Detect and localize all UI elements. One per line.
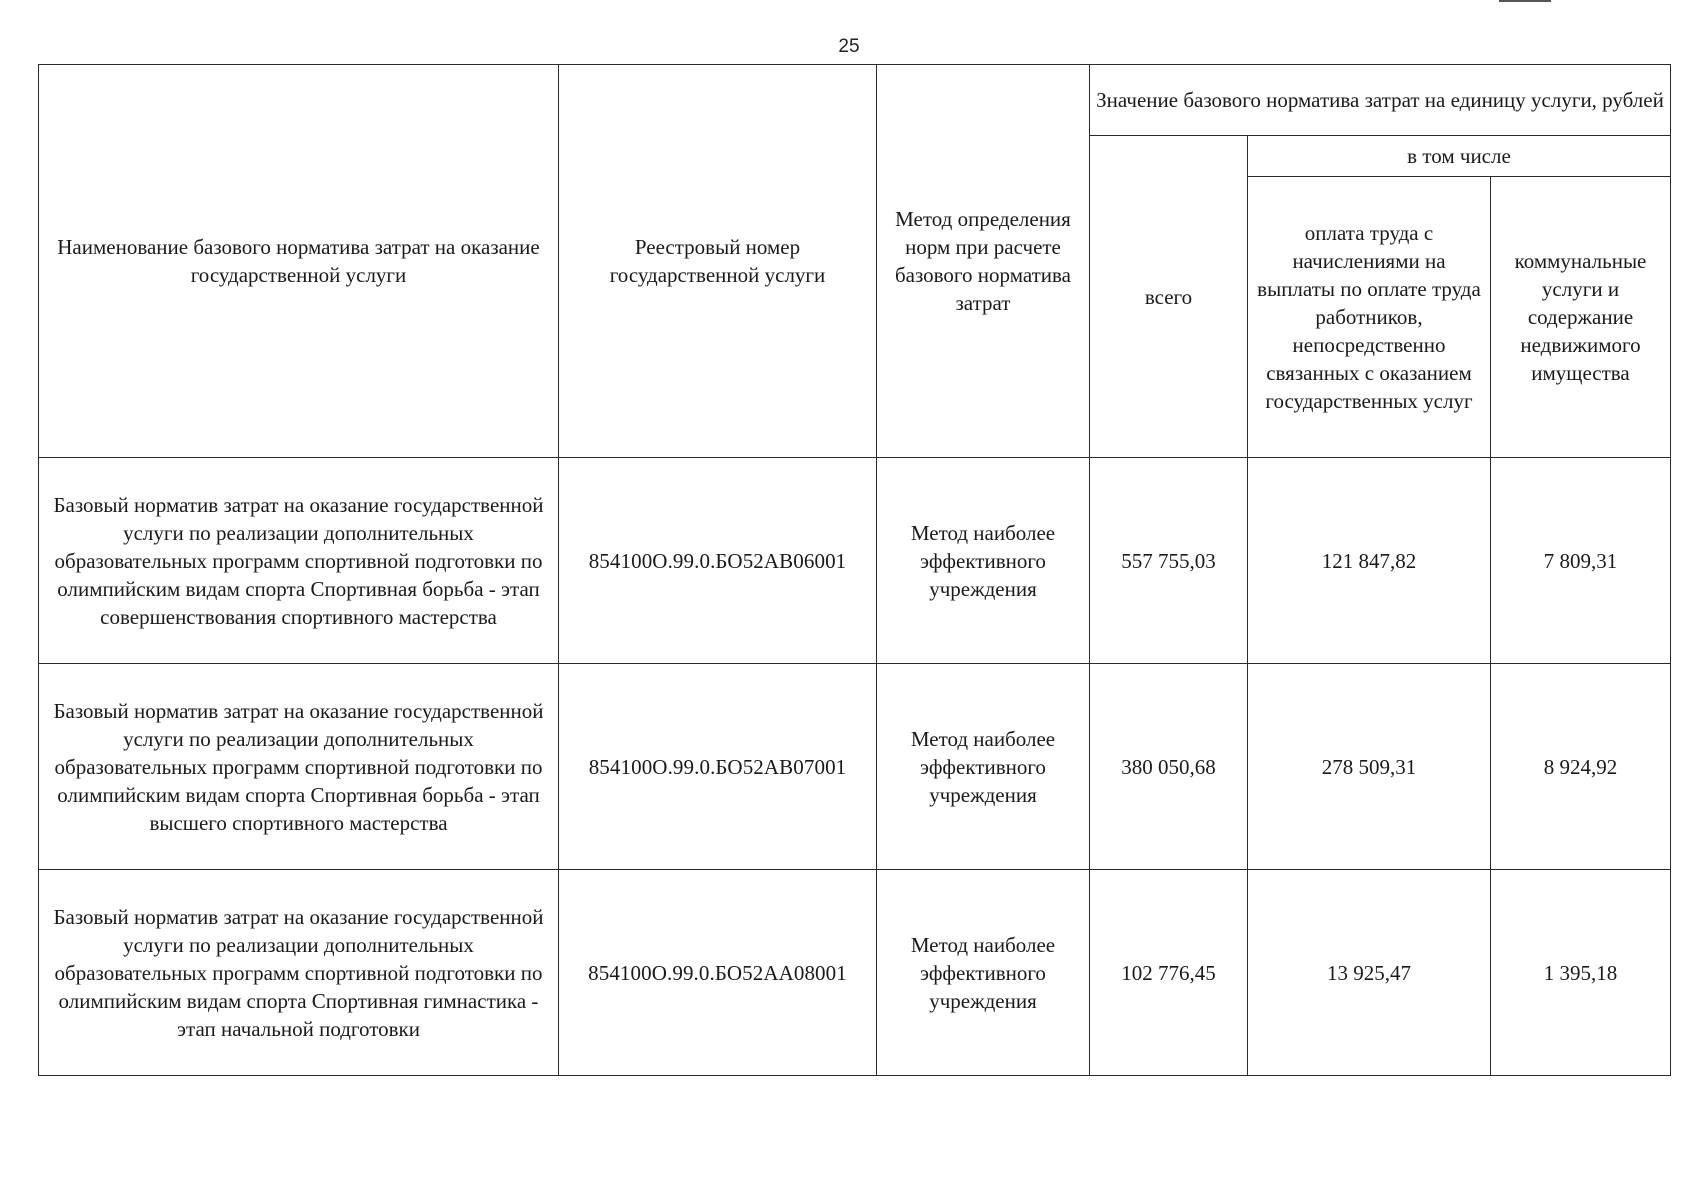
header-name-cell — [39, 65, 559, 458]
cost-norms-table — [38, 64, 1671, 1076]
row-total: 102 776,45 — [1121, 960, 1216, 985]
header-including-cell — [1248, 136, 1671, 177]
row-method: Метод наиболее эффективного учреждения — [910, 726, 1056, 807]
row-method-cell — [877, 458, 1090, 664]
row-registry: 854100О.99.0.БО52АА08001 — [588, 960, 847, 985]
header-registry: Реестровый номер государственной услуги — [609, 235, 826, 287]
row-name: Базовый норматив затрат на оказание государственной услуги по реализации дополнительных образовательных программ спортивной подготовки по олимпийским видам спорта Спортивная борьба - этап совершенствования спортивного мастерства — [53, 492, 544, 629]
header-method: Метод определения норм при расчете базового норматива затрат — [894, 207, 1071, 315]
row-utilities-cell — [1491, 664, 1671, 870]
row-method: Метод наиболее эффективного учреждения — [910, 520, 1056, 601]
row-labor-cell — [1248, 458, 1491, 664]
header-utilities-cell — [1491, 177, 1671, 458]
row-registry-cell — [559, 664, 877, 870]
header-utilities: коммунальные услуги и содержание недвижимого имущества — [1514, 249, 1647, 385]
row-labor-cell — [1248, 664, 1491, 870]
header-name: Наименование базового норматива затрат на оказание государственной услуги — [57, 235, 540, 287]
row-registry-cell — [559, 458, 877, 664]
table-row — [39, 664, 1671, 870]
row-method-cell — [877, 664, 1090, 870]
header-total: всего — [1144, 284, 1193, 309]
row-name-cell — [39, 870, 559, 1076]
header-total-cell — [1090, 136, 1248, 458]
row-total-cell — [1090, 458, 1248, 664]
row-labor: 278 509,31 — [1321, 754, 1417, 779]
header-labor: оплата труда с начислениями на выплаты по оплате труда работников, непосредственно связанных с оказанием государственных услуг — [1257, 221, 1481, 413]
header-row-1 — [39, 65, 1671, 136]
row-labor: 13 925,47 — [1327, 960, 1411, 985]
header-registry-cell — [559, 65, 877, 458]
table-row — [39, 458, 1671, 664]
row-utilities-cell — [1491, 870, 1671, 1076]
header-value-group-cell — [1090, 65, 1671, 136]
row-total: 557 755,03 — [1121, 548, 1216, 573]
corner-scan-mark — [1499, 0, 1551, 2]
row-total: 380 050,68 — [1121, 754, 1216, 779]
row-utilities-cell — [1491, 458, 1671, 664]
row-total-cell — [1090, 870, 1248, 1076]
row-registry-cell — [559, 870, 877, 1076]
table-row — [39, 870, 1671, 1076]
row-utilities: 8 924,92 — [1543, 754, 1618, 779]
row-method-cell — [877, 870, 1090, 1076]
row-utilities: 7 809,31 — [1543, 548, 1618, 573]
header-including: в том числе — [1407, 144, 1511, 168]
row-registry: 854100О.99.0.БО52АВ07001 — [588, 754, 847, 779]
row-labor-cell — [1248, 870, 1491, 1076]
row-name-cell — [39, 458, 559, 664]
row-total-cell — [1090, 664, 1248, 870]
header-labor-cell — [1248, 177, 1491, 458]
row-name-cell — [39, 664, 559, 870]
header-value-group: Значение базового норматива затрат на единицу услуги, рублей — [1096, 88, 1664, 112]
row-name: Базовый норматив затрат на оказание государственной услуги по реализации дополнительных образовательных программ спортивной подготовки по олимпийским видам спорта Спортивная борьба - этап высшего спортивного мастерства — [53, 698, 544, 835]
row-method: Метод наиболее эффективного учреждения — [910, 932, 1056, 1013]
row-registry: 854100О.99.0.БО52АВ06001 — [588, 548, 847, 573]
row-name: Базовый норматив затрат на оказание государственной услуги по реализации дополнительных образовательных программ спортивной подготовки по олимпийским видам спорта Спортивная гимнастика - этап начальной подготовки — [53, 904, 544, 1041]
page-number: 25 — [838, 36, 860, 57]
row-utilities: 1 395,18 — [1543, 960, 1618, 985]
row-labor: 121 847,82 — [1321, 548, 1417, 573]
header-method-cell — [877, 65, 1090, 458]
